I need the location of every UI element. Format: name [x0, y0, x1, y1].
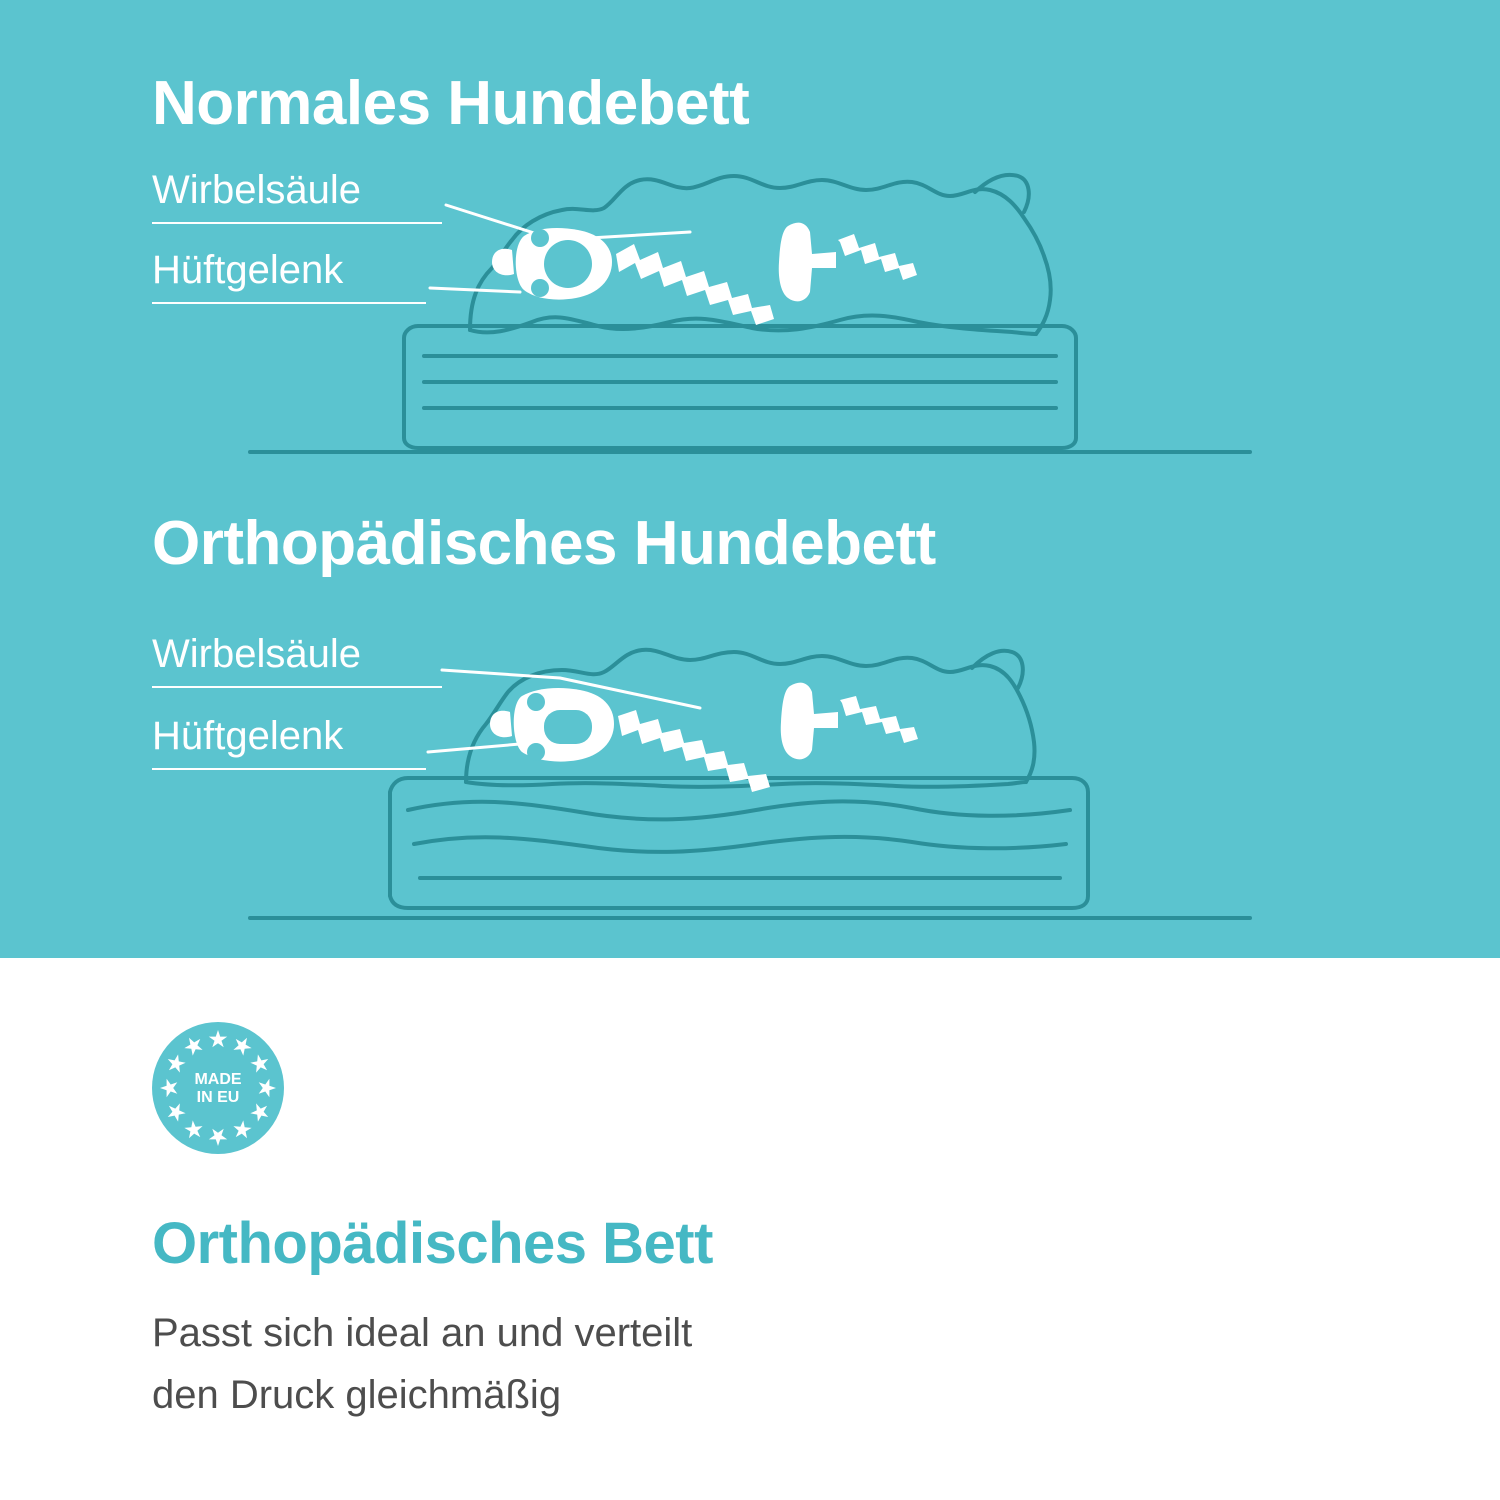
footer-description-line1: Passt sich ideal an und verteilt — [152, 1311, 693, 1355]
label-spine-normal: Wirbelsäule — [152, 168, 361, 212]
badge-line1: MADE — [194, 1071, 242, 1088]
illustration-orthopedic-bed — [0, 480, 1500, 958]
badge-line2: IN EU — [196, 1089, 240, 1106]
section-normal-bed — [0, 0, 1500, 480]
section-orthopedic-bed — [0, 480, 1500, 958]
illustration-normal-bed — [0, 0, 1500, 480]
footer-panel — [0, 958, 1500, 1500]
label-hip-normal: Hüftgelenk — [152, 248, 344, 292]
label-spine-ortho: Wirbelsäule — [152, 632, 361, 676]
footer-description-line2: den Druck gleichmäßig — [152, 1373, 562, 1417]
footer-description — [152, 1302, 1052, 1426]
label-hip-ortho: Hüftgelenk — [152, 714, 344, 758]
section-heading-normal: Normales Hundebett — [152, 69, 750, 138]
footer-title: Orthopädisches Bett — [152, 1211, 713, 1276]
section-heading-ortho: Orthopädisches Hundebett — [152, 509, 936, 578]
made-in-eu-stars-badge — [150, 1020, 286, 1156]
